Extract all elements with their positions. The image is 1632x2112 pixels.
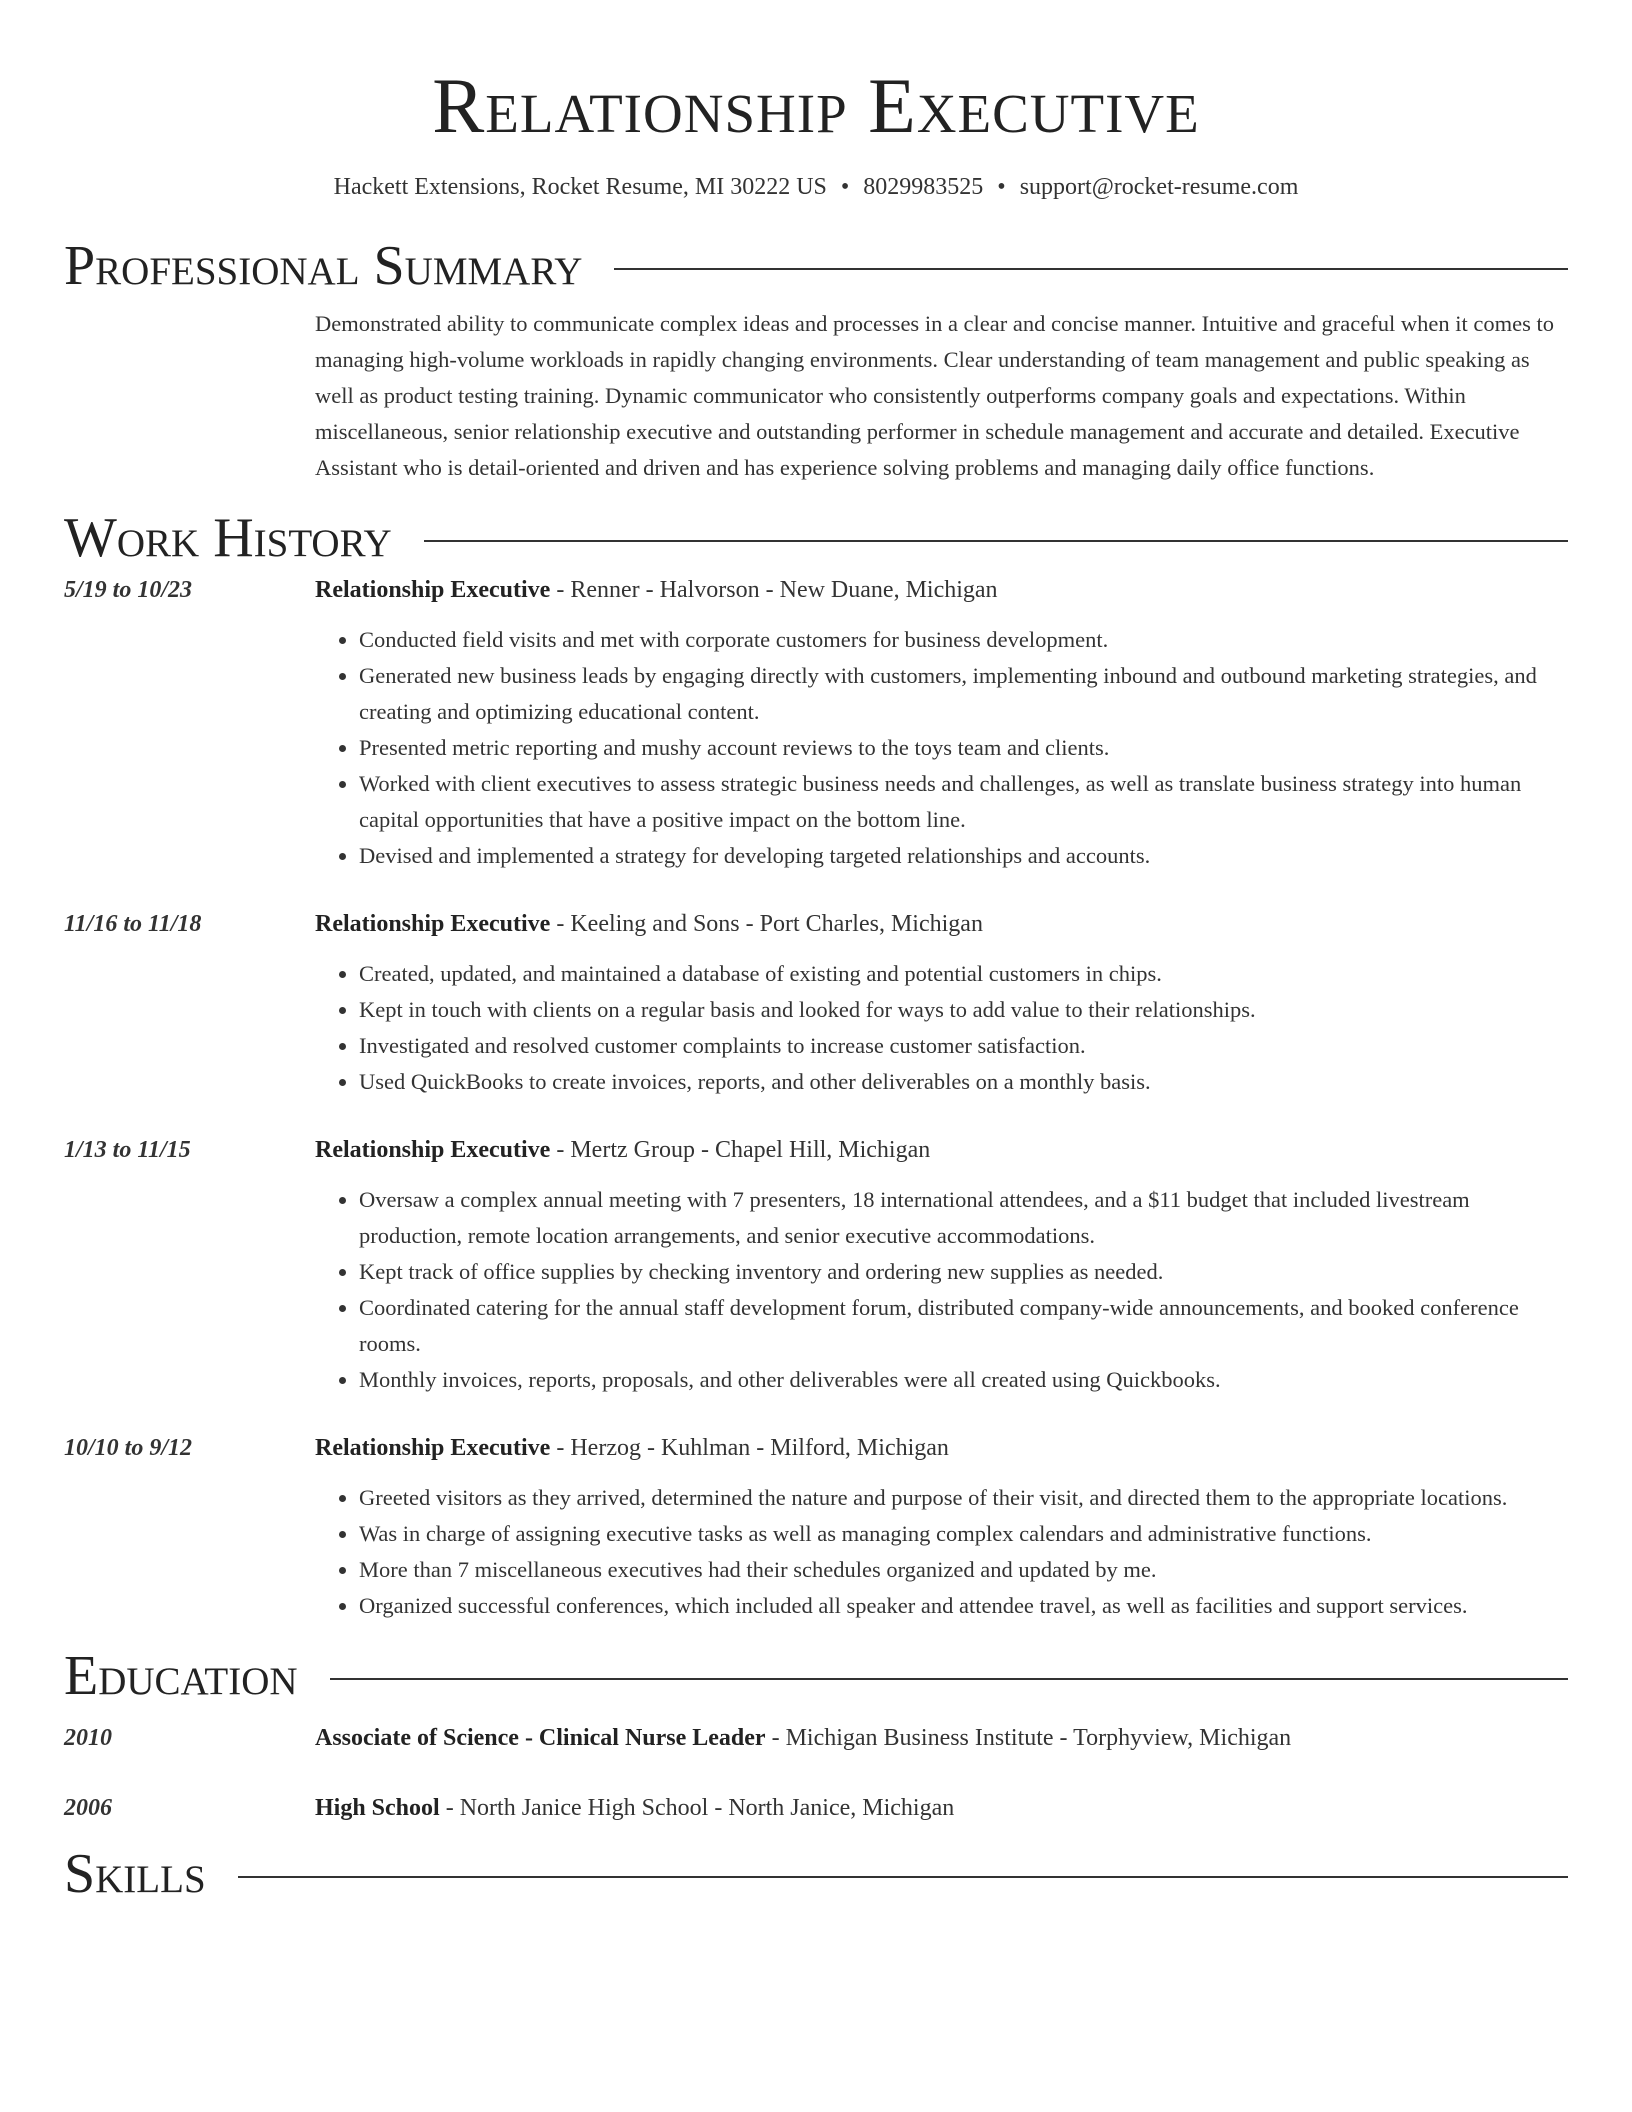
section-title: Professional Summary <box>64 235 583 297</box>
contact-email[interactable]: support@rocket-resume.com <box>1019 174 1299 200</box>
contact-line <box>64 172 1568 202</box>
job-heading <box>315 1432 1568 1464</box>
job-bullet: • Investigated and resolved customer complaints to increase customer satisfaction. <box>359 1028 1568 1064</box>
job-bullet: • Greeted visitors as they arrived, determined the nature and purpose of their visit, and directed them to the appropriate locations. <box>359 1480 1568 1516</box>
section-divider <box>238 1876 1568 1878</box>
job-bullet: • Coordinated catering for the annual staff development forum, distributed company-wide announcements, and booked conference rooms. <box>359 1290 1568 1362</box>
job-bullets <box>315 622 1568 874</box>
section-divider <box>424 540 1568 542</box>
job-bullet: • Conducted field visits and met with corporate customers for business development. <box>359 622 1568 658</box>
section-skills-heading <box>64 1844 1568 1904</box>
contact-address: Hackett Extensions, Rocket Resume, MI 30222 US <box>333 174 827 200</box>
job-bullet: • Monthly invoices, reports, proposals, and other deliverables were all created using Quickbooks. <box>359 1362 1568 1398</box>
job-title: Relationship Executive <box>315 1435 551 1461</box>
resume-title: Relationship Executive <box>432 62 1200 149</box>
education-entry <box>64 1792 1568 1824</box>
education-entry <box>64 1722 1568 1754</box>
education-degree: Associate of Science - Clinical Nurse Leader <box>315 1725 766 1751</box>
job-bullet: • Was in charge of assigning executive tasks as well as managing complex calendars and administrative functions. <box>359 1516 1568 1552</box>
job-dates: 5/19 to 10/23 <box>64 577 193 603</box>
job-details: - Mertz Group - Chapel Hill, Michigan <box>550 1137 931 1163</box>
job-heading <box>315 908 1568 940</box>
section-education-heading <box>64 1646 1568 1706</box>
job-bullet: • More than 7 miscellaneous executives had their schedules organized and updated by me. <box>359 1552 1568 1588</box>
education-year: 2010 <box>64 1725 112 1751</box>
job-bullet: • Used QuickBooks to create invoices, reports, and other deliverables on a monthly basis. <box>359 1064 1568 1100</box>
job-header <box>64 1432 1568 1464</box>
work-history-list <box>64 574 1568 1624</box>
job-bullet: • Kept in touch with clients on a regular basis and looked for ways to add value to their relationships. <box>359 992 1568 1028</box>
section-divider <box>614 268 1568 270</box>
job-bullets <box>315 1182 1568 1398</box>
education-list <box>64 1722 1568 1824</box>
job-entry <box>64 1134 1568 1398</box>
job-bullet: • Oversaw a complex annual meeting with 7 presenters, 18 international attendees, and a $11 budget that included livestream production, remote location arrangements, and senior executive accommodations. <box>359 1182 1568 1254</box>
section-summary-heading <box>64 236 1568 296</box>
job-heading <box>315 574 1568 606</box>
job-bullet: • Kept track of office supplies by checking inventory and ordering new supplies as needed. <box>359 1254 1568 1290</box>
job-bullet: • Devised and implemented a strategy for developing targeted relationships and accounts. <box>359 838 1568 874</box>
section-work-heading <box>64 508 1568 568</box>
job-title: Relationship Executive <box>315 577 551 603</box>
contact-separator: • <box>997 174 1006 200</box>
education-details: - Michigan Business Institute - Torphyview, Michigan <box>765 1725 1292 1751</box>
job-bullet: • Organized successful conferences, which included all speaker and attendee travel, as well as facilities and support services. <box>359 1588 1568 1624</box>
education-heading <box>315 1792 1568 1824</box>
job-title: Relationship Executive <box>315 911 551 937</box>
section-title: Education <box>64 1645 298 1707</box>
job-heading <box>315 1134 1568 1166</box>
job-bullet: • Presented metric reporting and mushy account reviews to the toys team and clients. <box>359 730 1568 766</box>
job-details: - Keeling and Sons - Port Charles, Michigan <box>550 911 983 937</box>
resume-page <box>64 0 1568 1904</box>
section-title: Work History <box>64 507 392 569</box>
job-entry <box>64 574 1568 874</box>
section-title: Skills <box>64 1843 206 1905</box>
job-bullet: • Generated new business leads by engaging directly with customers, implementing inbound and outbound marketing strategies, and creating and optimizing educational content. <box>359 658 1568 730</box>
education-heading <box>315 1722 1568 1754</box>
job-entry <box>64 908 1568 1100</box>
job-header <box>64 574 1568 606</box>
job-bullets <box>315 1480 1568 1624</box>
summary-text: Demonstrated ability to communicate complex ideas and processes in a clear and concise manner. Intuitive and graceful when it comes to managing high-volume workloads in rapidly changing environments. Clear understanding of team management and public speaking as well as product testing training. Dynamic communicator who consistently outperforms company goals and expectations. Within miscellaneous, senior relationship executive and outstanding performer in schedule management and accurate and detailed. Executive Assistant who is detail-oriented and driven and has experience solving problems and managing daily office functions. <box>315 311 1554 480</box>
education-details: - North Janice High School - North Janice, Michigan <box>439 1795 955 1821</box>
job-bullet: • Worked with client executives to assess strategic business needs and challenges, as well as translate business strategy into human capital opportunities that have a positive impact on the bottom line. <box>359 766 1568 838</box>
job-bullets <box>315 956 1568 1100</box>
job-details: - Herzog - Kuhlman - Milford, Michigan <box>550 1435 949 1461</box>
education-degree: High School <box>315 1795 440 1821</box>
education-year: 2006 <box>64 1795 112 1821</box>
contact-separator: • <box>840 174 850 200</box>
job-bullet: • Created, updated, and maintained a database of existing and potential customers in chips. <box>359 956 1568 992</box>
job-details: - Renner - Halvorson - New Duane, Michigan <box>550 577 998 603</box>
job-header <box>64 1134 1568 1166</box>
job-dates: 1/13 to 11/15 <box>64 1137 191 1163</box>
section-divider <box>330 1678 1568 1680</box>
job-dates: 11/16 to 11/18 <box>64 911 202 937</box>
job-entry <box>64 1432 1568 1624</box>
contact-phone: 8029983525 <box>863 174 984 200</box>
job-title: Relationship Executive <box>315 1137 551 1163</box>
job-header <box>64 908 1568 940</box>
job-dates: 10/10 to 9/12 <box>64 1435 193 1461</box>
